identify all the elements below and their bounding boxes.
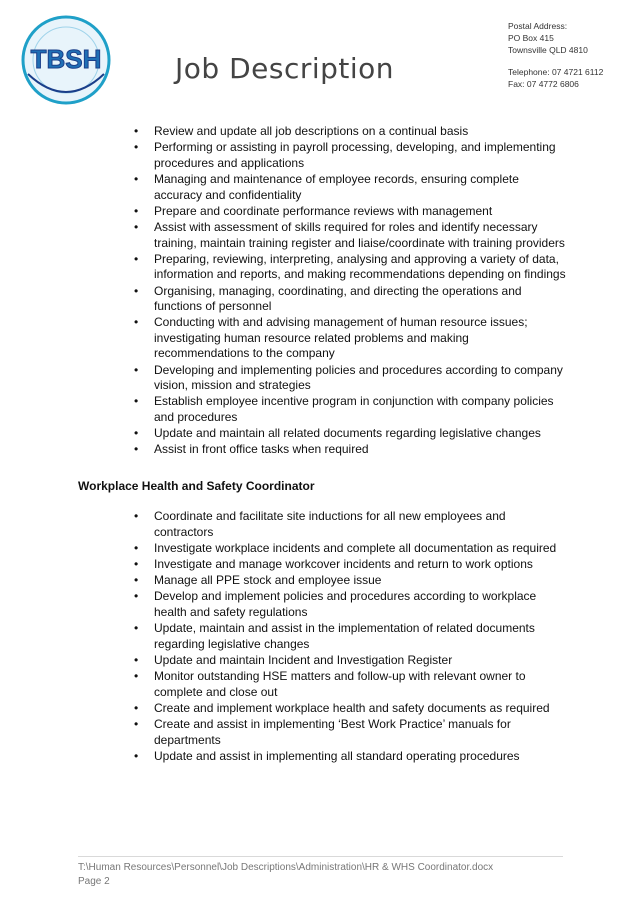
po-box: PO Box 415 — [508, 33, 554, 43]
logo-text: TBSH — [30, 44, 102, 74]
list-item: • Develop and implement policies and procedures according to workplace health and safety regulations — [154, 589, 566, 620]
list-item: • Organising, managing, coordinating, and directing the operations and functions of personnel — [154, 284, 566, 315]
document-body — [0, 124, 638, 765]
postal-address-block — [508, 20, 603, 90]
list-item: • Manage all PPE stock and employee issue — [154, 573, 566, 589]
list-item: • Update and maintain all related documents regarding legislative changes — [154, 426, 566, 442]
list-item: • Update and maintain Incident and Investigation Register — [154, 653, 566, 669]
page-title: Job Description — [175, 52, 395, 85]
city-line: Townsville QLD 4810 — [508, 45, 588, 55]
list-item: • Assist with assessment of skills required for roles and identify necessary training, maintain training register and liaise/coordinate with training providers — [154, 220, 566, 251]
list-item: • Establish employee incentive program in conjunction with company policies and procedures — [154, 394, 566, 425]
company-logo — [20, 14, 112, 106]
list-item: • Prepare and coordinate performance reviews with management — [154, 204, 566, 220]
list-item: • Update and assist in implementing all standard operating procedures — [154, 749, 566, 765]
list-item: • Investigate and manage workcover incidents and return to work options — [154, 557, 566, 573]
list-item: • Update, maintain and assist in the implementation of related documents regarding legislative changes — [154, 621, 566, 652]
whs-duties-list — [0, 509, 638, 764]
postal-label: Postal Address: — [508, 21, 568, 31]
list-item: • Conducting with and advising management of human resource issues; investigating human resource related problems and making recommendations to the company — [154, 315, 566, 362]
list-item: • Review and update all job descriptions on a continual basis — [154, 124, 566, 140]
whs-section-heading: Workplace Health and Safety Coordinator — [78, 479, 315, 493]
list-item: • Monitor outstanding HSE matters and follow-up with relevant owner to complete and close out — [154, 669, 566, 700]
list-item: • Preparing, reviewing, interpreting, analysing and approving a variety of data, information and reports, and making recommendations depending on findings — [154, 252, 566, 283]
list-item: • Create and implement workplace health and safety documents as required — [154, 701, 566, 717]
file-path: T:\Human Resources\Personnel\Job Descriptions\Administration\HR & WHS Coordinator.docx — [78, 862, 494, 873]
list-item: • Investigate workplace incidents and complete all documentation as required — [154, 541, 566, 557]
list-item: • Create and assist in implementing ‘Best Work Practice’ manuals for departments — [154, 717, 566, 748]
list-item: • Assist in front office tasks when required — [154, 442, 566, 458]
page-number: Page 2 — [78, 876, 110, 887]
list-item: • Performing or assisting in payroll processing, developing, and implementing procedures and applications — [154, 140, 566, 171]
list-item: • Developing and implementing policies and procedures according to company vision, mission and strategies — [154, 363, 566, 394]
hr-duties-list — [0, 124, 638, 458]
fax: Fax: 07 4772 6806 — [508, 79, 579, 89]
telephone: Telephone: 07 4721 6112 — [508, 67, 604, 77]
list-item: • Coordinate and facilitate site inductions for all new employees and contractors — [154, 509, 566, 540]
page-footer — [78, 856, 563, 889]
list-item: • Managing and maintenance of employee records, ensuring complete accuracy and confidentiality — [154, 172, 566, 203]
